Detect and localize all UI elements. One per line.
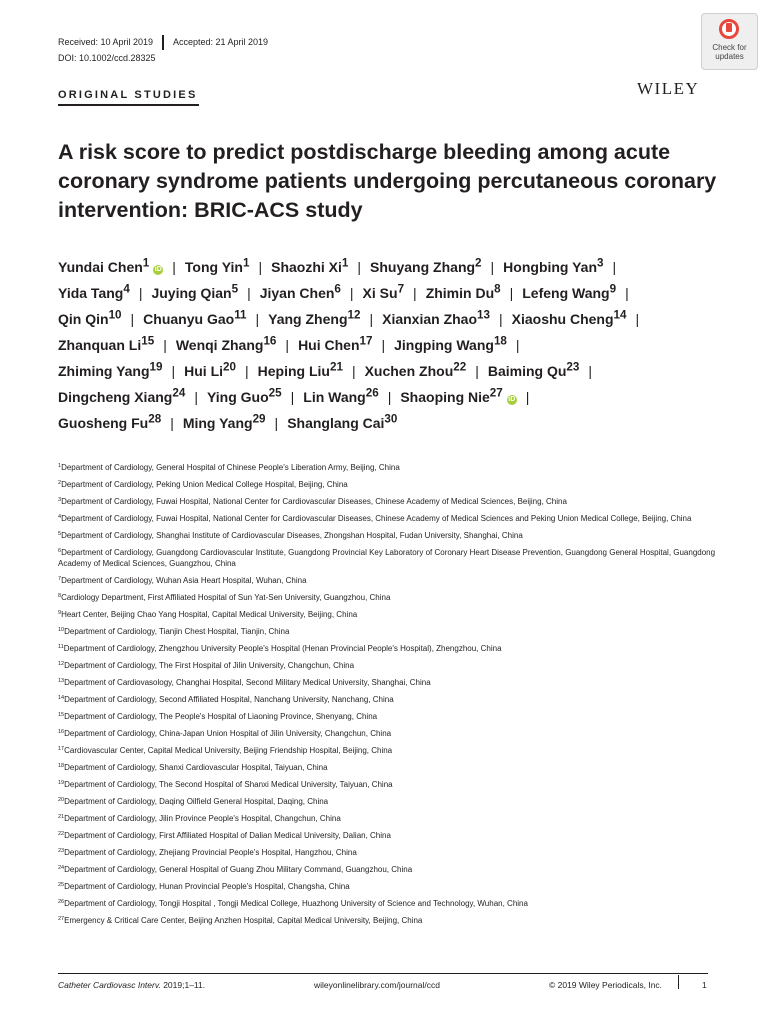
author-name[interactable]: Dingcheng Xiang — [58, 388, 173, 405]
affiliation-number: 21 — [58, 814, 65, 821]
affiliation-ref: 1 — [341, 256, 349, 269]
author-entry — [58, 256, 163, 275]
author-separator: | — [475, 362, 479, 379]
affiliation-ref: 24 — [172, 386, 186, 399]
affiliation-item — [58, 677, 718, 688]
affiliation-text: Department of Cardiology, Second Affiliated Hospital, Nanchang University, Nanchang, China — [64, 695, 394, 705]
author-separator: | — [509, 284, 514, 301]
affiliation-ref: 5 — [231, 282, 239, 295]
author-name[interactable]: Shaoping Nie — [400, 388, 490, 405]
author-entry — [58, 360, 163, 379]
affiliation-number: 11 — [58, 644, 64, 651]
author-name[interactable]: Tong Yin — [184, 258, 243, 275]
author-name[interactable]: Ming Yang — [182, 414, 253, 431]
affiliation-number: 1 — [58, 463, 62, 469]
author-separator: | — [172, 258, 176, 275]
author-separator: | — [381, 336, 386, 353]
affiliation-item — [58, 881, 718, 892]
author-name[interactable]: Qin Qin — [58, 310, 109, 327]
affiliation-ref: 27 — [489, 386, 503, 399]
affiliation-item — [58, 626, 718, 637]
footer-divider — [678, 975, 679, 989]
author-entry — [362, 282, 405, 301]
author-separator: | — [171, 362, 176, 379]
affiliation-number: 2 — [58, 480, 62, 486]
author-entry — [175, 334, 277, 353]
footer-citation — [58, 980, 205, 990]
author-name[interactable]: Shuyang Zhang — [370, 258, 476, 275]
author-entry — [394, 334, 507, 353]
affiliation-text: Department of Cardiology, Peking Union Medical College Hospital, Beijing, China — [61, 480, 348, 489]
footer-rule — [58, 973, 708, 974]
section-rule — [58, 104, 199, 106]
author-name[interactable]: Wenqi Zhang — [175, 336, 264, 353]
author-separator: | — [349, 284, 354, 301]
footer-journal-url[interactable]: wileyonlinelibrary.com/journal/ccd — [314, 980, 440, 990]
author-entry — [364, 360, 467, 379]
author-line — [58, 250, 718, 276]
affiliation-number: 14 — [58, 695, 65, 702]
author-name[interactable]: Xi Su — [362, 284, 398, 301]
bookmark-icon — [726, 23, 732, 32]
doi-link[interactable]: DOI: 10.1002/ccd.28325 — [58, 53, 156, 63]
author-name[interactable]: Xuchen Zhou — [364, 362, 454, 379]
author-separator: | — [170, 414, 174, 431]
affiliation-text: Department of Cardiology, Shanghai Institute of Cardiovascular Diseases, Zhongshan Hospital, Fudan University, Shanghai, China — [61, 531, 523, 540]
affiliation-ref: 13 — [477, 308, 490, 321]
author-separator: | — [274, 414, 279, 431]
author-name[interactable]: Heping Liu — [257, 362, 330, 379]
author-separator: | — [490, 258, 495, 275]
affiliation-text: Department of Cardiology, The First Hospital of Jilin University, Changchun, China — [64, 661, 355, 671]
author-line — [58, 276, 718, 302]
author-separator: | — [635, 310, 640, 327]
affiliation-ref: 9 — [609, 282, 617, 295]
accepted-date: Accepted: 21 April 2019 — [173, 37, 269, 47]
author-list — [58, 250, 718, 432]
affiliation-number: 26 — [58, 899, 65, 906]
affiliation-item — [58, 779, 718, 790]
affiliation-ref: 22 — [453, 360, 467, 373]
author-entry — [58, 334, 155, 353]
affiliation-number: 18 — [58, 763, 65, 770]
affiliation-ref: 28 — [148, 412, 162, 425]
affiliation-number: 19 — [58, 780, 65, 787]
affiliation-ref: 19 — [149, 360, 163, 373]
affiliation-item — [58, 762, 718, 773]
author-separator: | — [612, 258, 617, 275]
affiliation-ref: 15 — [141, 334, 155, 347]
affiliation-item — [58, 813, 718, 824]
affiliation-item — [58, 711, 718, 722]
footer-copyright: © 2019 Wiley Periodicals, Inc. — [549, 980, 663, 990]
affiliation-ref: 1 — [243, 256, 250, 269]
author-name[interactable]: Guosheng Fu — [58, 414, 149, 431]
affiliation-item — [58, 592, 718, 603]
affiliation-item — [58, 830, 718, 841]
author-separator: | — [255, 310, 260, 327]
author-entry — [268, 308, 361, 327]
author-entry — [58, 308, 122, 327]
affiliation-number: 22 — [58, 831, 65, 838]
affiliation-list — [58, 462, 718, 932]
affiliation-text: Department of Cardiology, Hunan Provincial People's Hospital, Changsha, China — [64, 882, 350, 892]
author-name[interactable]: Lin Wang — [303, 388, 366, 405]
author-entry — [143, 308, 247, 327]
affiliation-ref: 3 — [597, 256, 604, 269]
affiliation-number: 25 — [58, 882, 65, 889]
author-entry — [382, 308, 490, 327]
affiliation-ref: 23 — [566, 360, 580, 373]
affiliation-item — [58, 796, 718, 807]
author-separator: | — [588, 362, 593, 379]
affiliation-ref: 12 — [347, 308, 361, 321]
affiliation-number: 15 — [58, 712, 65, 719]
check-for-updates-badge[interactable] — [701, 13, 758, 70]
affiliation-item — [58, 660, 718, 671]
meta-divider — [162, 35, 164, 50]
author-separator: | — [413, 284, 417, 301]
section-label: ORIGINAL STUDIES — [58, 89, 198, 101]
affiliation-item — [58, 643, 718, 654]
affiliation-number: 20 — [58, 797, 65, 804]
affiliation-ref: 29 — [252, 412, 266, 425]
affiliation-text: Heart Center, Beijing Chao Yang Hospital, Capital Medical University, Beijing, China — [61, 610, 358, 620]
affiliation-ref: 4 — [123, 282, 130, 295]
affiliation-text: Department of Cardiology, Tianjin Chest Hospital, Tianjin, China — [64, 627, 290, 637]
author-separator: | — [625, 284, 629, 301]
affiliation-text: Department of Cardiology, First Affiliated Hospital of Dalian Medical University, Dalian, China — [64, 831, 391, 841]
author-name[interactable]: Hui Li — [184, 362, 224, 379]
affiliation-item — [58, 513, 718, 524]
author-name[interactable]: Yundai Chen — [58, 258, 143, 275]
author-name[interactable]: Jingping Wang — [394, 336, 494, 353]
affiliation-text: Department of Cardiovasology, Changhai Hospital, Second Military Medical University, Shanghai, China — [64, 678, 431, 688]
author-name[interactable]: Jiyan Chen — [259, 284, 335, 301]
author-line — [58, 406, 718, 432]
affiliation-item — [58, 728, 718, 739]
affiliation-number: 23 — [58, 848, 65, 855]
author-separator: | — [357, 258, 362, 275]
author-separator: | — [163, 336, 167, 353]
affiliation-ref: 16 — [263, 334, 277, 347]
author-separator: | — [285, 336, 290, 353]
affiliation-ref: 7 — [397, 282, 405, 295]
affiliation-text: Department of Cardiology, Jilin Province People's Hospital, Changchun, China — [64, 814, 341, 824]
author-name[interactable]: Hongbing Yan — [503, 258, 598, 275]
affiliation-number: 3 — [58, 497, 62, 503]
affiliation-number: 13 — [58, 678, 65, 685]
affiliation-text: Department of Cardiology, Fuwai Hospital, National Center for Cardiovascular Diseases, Chinese Academy of Medical Sciences, Beijing, China — [61, 497, 567, 506]
author-name[interactable]: Xianxian Zhao — [382, 310, 478, 327]
author-entry — [58, 412, 162, 431]
author-name[interactable]: Chuanyu Gao — [143, 310, 235, 327]
affiliation-text: Department of Cardiology, Zhejiang Provincial People's Hospital, Hangzhou, China — [64, 848, 357, 858]
affiliation-text: Department of Cardiology, China-Japan Union Hospital of Jilin University, Changchun, China — [64, 729, 392, 739]
author-name[interactable]: Shaozhi Xi — [271, 258, 342, 275]
affiliation-number: 9 — [58, 610, 62, 617]
author-separator: | — [525, 388, 530, 405]
received-date: Received: 10 April 2019 — [58, 37, 154, 47]
orcid-icon[interactable]: iD — [508, 395, 516, 403]
affiliation-ref: 11 — [234, 308, 247, 321]
author-separator: | — [258, 258, 263, 275]
author-separator: | — [351, 362, 356, 379]
affiliation-text: Department of Cardiology, General Hospital of Chinese People's Liberation Army, Beijing, China — [61, 463, 400, 472]
affiliation-item — [58, 609, 718, 620]
affiliation-number: 17 — [58, 746, 65, 753]
author-separator: | — [290, 388, 295, 405]
affiliation-ref: 30 — [384, 412, 398, 425]
author-entry — [425, 282, 501, 301]
affiliation-text: Department of Cardiology, Daqing Oilfield General Hospital, Daqing, China — [64, 797, 329, 807]
page-number: 1 — [702, 980, 707, 990]
affiliation-ref: 20 — [223, 360, 236, 373]
affiliation-text: Department of Cardiology, The People's Hospital of Liaoning Province, Shenyang, China — [64, 712, 378, 722]
check-for-updates-label: Check for — [712, 43, 747, 52]
affiliation-item — [58, 547, 718, 570]
affiliation-item — [58, 496, 718, 507]
affiliation-text: Department of Cardiology, Shanxi Cardiovascular Hospital, Taiyuan, China — [64, 763, 328, 773]
affiliation-item — [58, 479, 718, 490]
affiliation-number: 8 — [58, 593, 62, 600]
affiliation-item — [58, 915, 718, 926]
affiliation-ref: 18 — [493, 334, 507, 347]
affiliation-ref: 25 — [268, 386, 282, 399]
author-separator: | — [130, 310, 135, 327]
author-name[interactable]: Yida Tang — [58, 284, 124, 301]
article-title: A risk score to predict postdischarge bleeding among acute coronary syndrome patients undergoing percutaneous coronary intervention: BRIC-ACS study — [58, 140, 717, 222]
author-entry — [151, 282, 239, 301]
author-entry — [58, 386, 186, 405]
author-entry — [511, 308, 627, 327]
affiliation-item — [58, 864, 718, 875]
affiliation-number: 24 — [58, 865, 65, 872]
author-entry — [487, 360, 580, 379]
affiliation-text: Department of Cardiology, The Second Hospital of Shanxi Medical University, Taiyuan, China — [64, 780, 393, 790]
author-entry — [184, 256, 250, 275]
affiliation-ref: 17 — [359, 334, 373, 347]
check-for-updates-sublabel: updates — [715, 52, 744, 61]
orcid-icon[interactable]: iD — [154, 265, 162, 273]
affiliation-number: 12 — [58, 661, 65, 668]
author-separator: | — [247, 284, 251, 301]
author-separator: | — [515, 336, 520, 353]
author-line — [58, 354, 718, 380]
author-entry — [182, 412, 266, 431]
author-line — [58, 302, 718, 328]
author-separator: | — [194, 388, 198, 405]
affiliation-item — [58, 575, 718, 586]
author-name[interactable]: Xiaoshu Cheng — [511, 310, 614, 327]
affiliation-text: Department of Cardiology, Guangdong Cardiovascular Institute, Guangdong Provincial Key Laboratory of Coronary Heart Disease Prevention, Guangdong General Hospital, Guangdong Academy of Medical Sciences, Guangzhou, China — [58, 548, 716, 569]
affiliation-ref: 2 — [475, 256, 482, 269]
author-separator: | — [369, 310, 374, 327]
author-name[interactable]: Juying Qian — [151, 284, 232, 301]
author-name[interactable]: Shanglang Cai — [287, 414, 385, 431]
author-line — [58, 328, 718, 354]
affiliation-text: Department of Cardiology, Zhengzhou University People's Hospital (Henan Provincial People's Hospital), Zhengzhou, China — [63, 644, 502, 654]
author-name[interactable]: Yang Zheng — [268, 310, 348, 327]
author-entry — [287, 412, 398, 431]
author-name[interactable]: Zhiming Yang — [58, 362, 150, 379]
affiliation-number: 4 — [58, 514, 62, 520]
affiliation-number: 5 — [58, 531, 62, 537]
affiliation-ref: 10 — [108, 308, 122, 321]
author-separator: | — [245, 362, 249, 379]
author-entry — [58, 282, 130, 301]
author-entry — [259, 282, 341, 301]
affiliation-item — [58, 694, 718, 705]
affiliation-text: Cardiology Department, First Affiliated Hospital of Sun Yat-Sen University, Guangzhou, China — [61, 593, 391, 603]
affiliation-item — [58, 462, 718, 473]
author-line — [58, 380, 718, 406]
publisher-logo: WILEY — [637, 79, 700, 98]
affiliation-item — [58, 530, 718, 541]
affiliation-item — [58, 745, 718, 756]
affiliation-text: Department of Cardiology, Tongji Hospital , Tongji Medical College, Huazhong University of Science and Technology, Wuhan, China — [64, 899, 528, 909]
author-separator: | — [499, 310, 503, 327]
author-entry — [206, 386, 282, 405]
affiliation-number: 27 — [58, 916, 65, 923]
affiliation-ref: 8 — [494, 282, 501, 295]
affiliation-ref: 21 — [329, 360, 343, 373]
author-entry — [257, 360, 343, 379]
affiliation-ref: 26 — [365, 386, 379, 399]
affiliation-number: 6 — [58, 548, 62, 554]
affiliation-number: 16 — [58, 729, 65, 736]
author-separator: | — [138, 284, 143, 301]
author-entry — [298, 334, 373, 353]
affiliation-text: Department of Cardiology, Wuhan Asia Heart Hospital, Wuhan, China — [61, 576, 307, 586]
affiliation-ref: 14 — [613, 308, 627, 321]
affiliation-number: 7 — [58, 576, 62, 583]
author-name[interactable]: Baiming Qu — [487, 362, 567, 379]
citation-detail: 2019;1–11. — [160, 980, 206, 990]
affiliation-number: 10 — [58, 627, 65, 634]
author-entry — [503, 256, 604, 275]
author-name[interactable]: Zhanquan Li — [58, 336, 142, 353]
author-entry — [400, 386, 516, 405]
affiliation-ref: 1 — [142, 256, 150, 269]
author-entry — [370, 256, 482, 275]
author-name[interactable]: Hui Chen — [298, 336, 360, 353]
author-entry — [184, 360, 236, 379]
affiliation-text: Department of Cardiology, General Hospital of Guang Zhou Military Command, Guangzhou, China — [64, 865, 413, 875]
author-name[interactable]: Ying Guo — [206, 388, 269, 405]
affiliation-text: Department of Cardiology, Fuwai Hospital, National Center for Cardiovascular Diseases, Chinese Academy of Medical Sciences and Peking Union Medical College, Beijing, China — [61, 514, 692, 523]
author-entry — [522, 282, 617, 301]
affiliation-text: Cardiovascular Center, Capital Medical University, Beijing Friendship Hospital, Beijing, China — [64, 746, 393, 756]
affiliation-text: Emergency & Critical Care Center, Beijing Anzhen Hospital, Capital Medical University, Beijing, China — [64, 916, 423, 926]
author-name[interactable]: Lefeng Wang — [522, 284, 610, 301]
affiliation-item — [58, 847, 718, 858]
author-entry — [271, 256, 349, 275]
author-separator: | — [387, 388, 392, 405]
affiliation-ref: 6 — [334, 282, 341, 295]
affiliation-item — [58, 898, 718, 909]
author-entry — [303, 386, 379, 405]
author-name[interactable]: Zhimin Du — [425, 284, 495, 301]
journal-name: Catheter Cardiovasc Interv. — [58, 980, 161, 990]
